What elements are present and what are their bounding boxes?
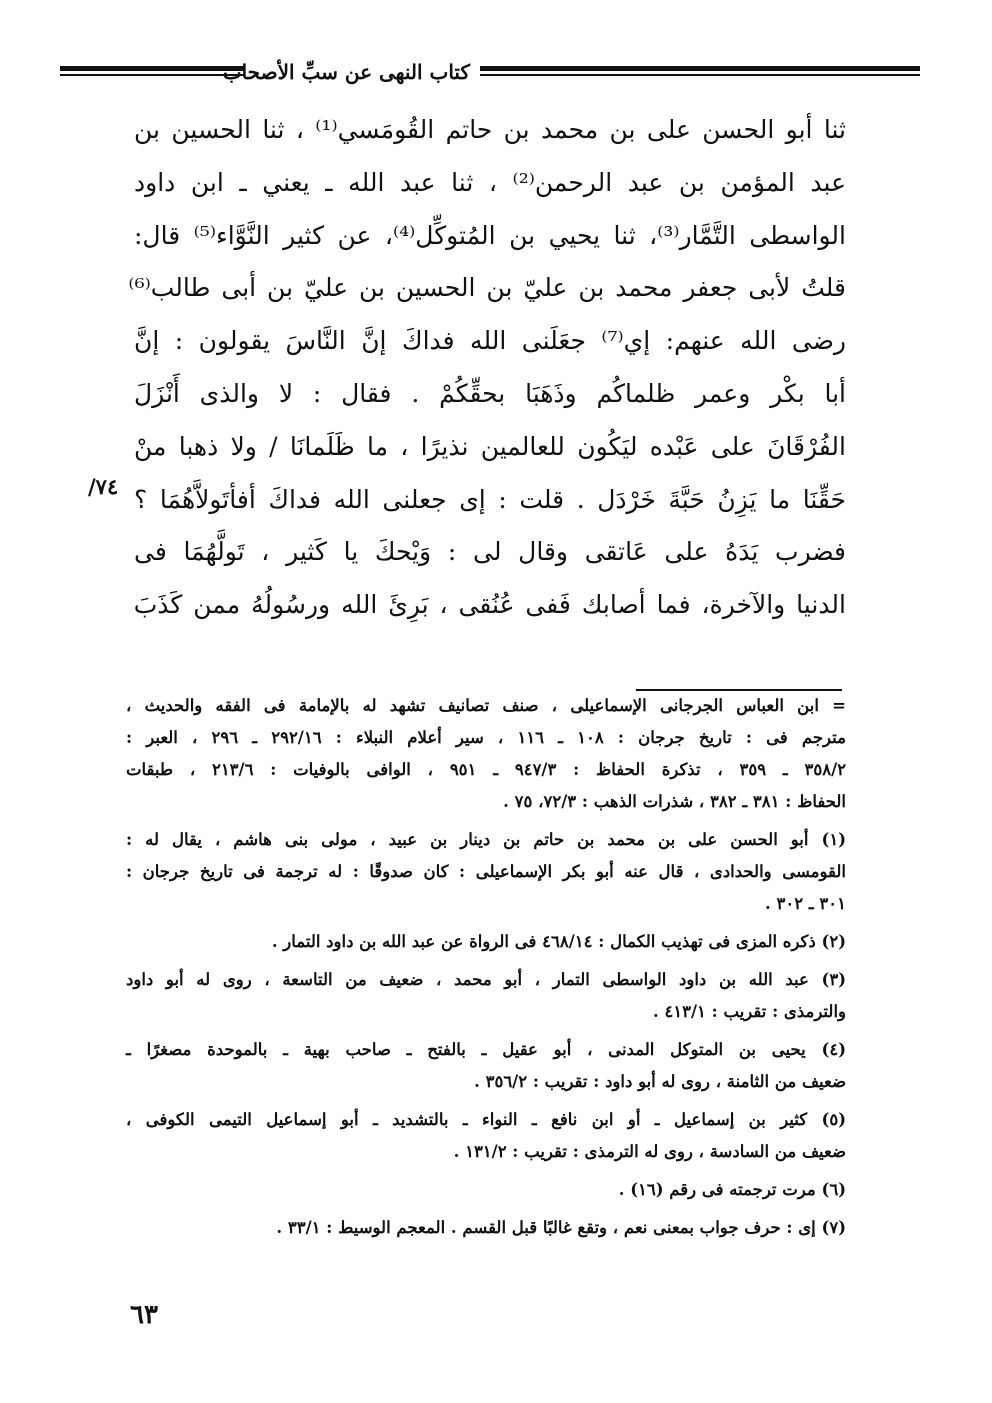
header-rule-left (60, 66, 245, 71)
footnote-line: (٦) مرت ترجمته فى رقم (١٦) . (618, 1180, 846, 1199)
footnote-5 (126, 1104, 846, 1168)
main-text-line: ثنا أبو الحسن على بن محمد بن حاتم القُومَسي⁽¹⁾ ، ثنا الحسين بن (134, 115, 846, 144)
footnote-7 (126, 1212, 846, 1244)
footnote-line: (٥) كثير بن إسماعيل ـ أو ابن نافع ـ النواء ـ بالتشديد ـ أبو إسماعيل التيمى الكوفى ، (126, 1110, 846, 1129)
running-header (60, 52, 920, 92)
footnote-line: (٢) ذكره المزى فى تهذيب الكمال : ٤٦٨/١٤ فى الرواة عن عبد الله بن داود التمار . (271, 932, 846, 951)
footnote-line: ضعيف من السادسة ، روى له الترمذى : تقريب : ١٣١/٢ . (453, 1142, 846, 1161)
header-rule-right-thin (480, 74, 920, 76)
footnote-continuation (126, 690, 846, 818)
footnote-line: = ابن العباس الجرجانى الإسماعيلى ، صنف تصانيف تشهد له بالإمامة فى الفقه والحديث ، (126, 696, 846, 715)
footnote-line: (٤) يحيى بن المتوكل المدنى ، أبو عقيل ـ بالفتح ـ صاحب بهية ـ بالموحدة مصغرًا ـ (126, 1040, 846, 1059)
footnote-6 (126, 1174, 846, 1206)
main-text-line: أبا بكْر وعمر ظلماكُم وذَهَبَا بحقِّكُمْ . فقال : لا والذى أَنْزَلَ (134, 378, 846, 408)
footnote-1 (126, 824, 846, 920)
footnote-line: (١) أبو الحسن على بن محمد بن حاتم بن دينار بن عبيد ، مولى بنى هاشم ، يقال له : (126, 830, 846, 849)
footnote-line: ضعيف من الثامنة ، روى له أبو داود : تقريب : ٣٥٦/٢ . (474, 1072, 846, 1091)
footnote-line: (٧) إى : حرف جواب بمعنى نعم ، وتقع غالبًا قبل القسم . المعجم الوسيط : ٣٣/١ . (276, 1218, 846, 1237)
footnote-line: (٣) عبد الله بن داود الواسطى التمار ، أبو محمد ، ضعيف من التاسعة ، روى له أبو داود (126, 970, 846, 989)
header-title: كتاب النهى عن سبِّ الأصحاب (222, 60, 470, 84)
main-text-line: حَقِّنَا ما يَزِنُ حَبَّةَ خَرْدَل . قلت : إى جعلنى الله فداكَ أفأتَولاَّهُمَا ؟ (134, 484, 846, 514)
footnote-line: مترجم فى : تاريخ جرجان : ١٠٨ ـ ١١٦ ، سير أعلام النبلاء : ٢٩٢/١٦ ـ ٢٩٦ ، العبر : (126, 728, 846, 747)
footnote-line: والترمذى : تقريب : ٤١٣/١ . (652, 1002, 846, 1021)
footnote-3 (126, 964, 846, 1028)
main-text-line: الدنيا والآخرة، فما أصابك فَفى عُنُقى ، بَرِئَ الله ورسُولُهُ ممن كَذَبَ (133, 590, 846, 620)
header-rule-left-thin (60, 74, 245, 76)
main-text-line: الواسطى التَّمَّار⁽³⁾، ثنا يحيي بن المُتوكِّل⁽⁴⁾، عن كثير النَّوَّاء⁽⁵⁾ قال: (134, 220, 846, 250)
footnote-line: القومسى والحدادى ، قال عنه أبو بكر الإسماعيلى : كان صدوقًا : له ترجمة فى تاريخ جرجان : (126, 862, 846, 881)
main-text-line: الفُرْقَانَ على عَبْده ليَكُون للعالمين نذيرًا ، ما ظَلَمانَا / ولا ذهبا منْ (134, 431, 846, 461)
footnote-4 (126, 1034, 846, 1098)
footnotes (126, 690, 846, 1244)
main-text-line: قلتُ لأبى جعفر محمد بن عليّ بن الحسين بن عليّ بن أبى طالب⁽⁶⁾ (128, 273, 846, 303)
header-rule-right (480, 66, 920, 71)
footnote-line: ٣٥٨/٢ ـ ٣٥٩ ، تذكرة الحفاظ : ٩٤٧/٣ ـ ٩٥١ ، الوافى بالوفيات : ٢١٣/٦ ، طبقات (126, 760, 846, 779)
footnote-line: ٣٠١ ـ ٣٠٢ . (764, 894, 846, 913)
footnote-line: الحفاظ : ٣٨١ ـ ٣٨٢ ، شذرات الذهب : ٧٢/٣، ٧٥ . (503, 792, 846, 811)
page-number: ٦٣ (130, 1300, 158, 1330)
footnote-2 (126, 926, 846, 958)
margin-folio-reference: /٧٤ (88, 474, 119, 499)
main-text-line: رضى الله عنهم: إي⁽⁷⁾ جعَلَنى الله فداكَ إنَّ النَّاسَ يقولون : إنَّ (134, 326, 846, 356)
main-text-line: فضرب يَدَهُ على عَاتقى وقال لى : وَيْحكَ يا كَثير ، تَولَّهُمَا فى (134, 537, 846, 567)
main-text (128, 104, 846, 632)
main-text-line: عبد المؤمن بن عبد الرحمن⁽²⁾ ، ثنا عبد الله ـ يعني ـ ابن داود (134, 167, 846, 197)
